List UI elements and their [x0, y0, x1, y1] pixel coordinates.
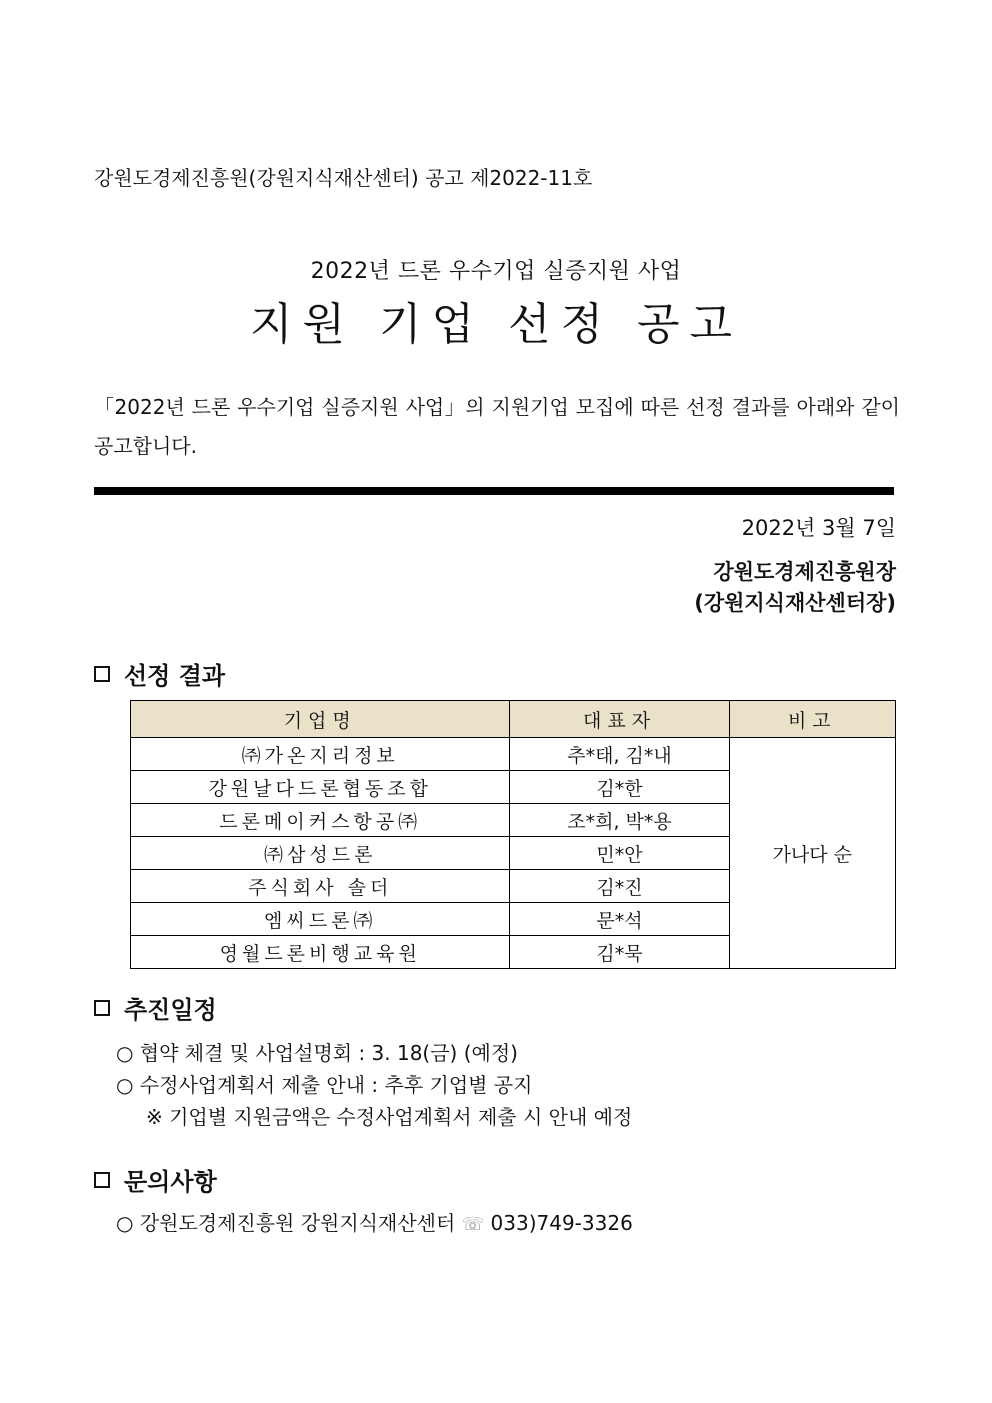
square-bullet-icon: [94, 1172, 110, 1188]
column-header-representative: 대표자: [510, 701, 729, 738]
company-name: 영월드론비행교육원: [131, 936, 510, 969]
issuer-subtitle: (강원지식재산센터장): [694, 591, 896, 615]
notice-number: 강원도경제진흥원(강원지식재산센터) 공고 제2022-11호: [94, 166, 593, 190]
intro-paragraph: 「2022년 드론 우수기업 실증지원 사업」의 지원기업 모집에 따른 선정 결과를 아래와 같이 공고합니다.: [94, 395, 900, 458]
company-name: 강원날다드론협동조합: [131, 771, 510, 804]
section-heading-schedule: [94, 990, 217, 1025]
phone-icon: ☏: [461, 1214, 485, 1235]
representative-name: 문*석: [510, 903, 729, 936]
schedule-note: ※ 기업별 지원금액은 수정사업계획서 제출 시 안내 예정: [146, 1105, 633, 1129]
contact-phone: 033)749-3326: [490, 1211, 633, 1235]
square-bullet-icon: [94, 1000, 110, 1016]
square-bullet-icon: [94, 666, 110, 682]
contact-line: [116, 1207, 633, 1236]
section-heading-label: 추진일정: [124, 996, 217, 1024]
representative-name: 김*한: [510, 771, 729, 804]
section-heading-label: 선정 결과: [124, 662, 226, 690]
representative-name: 조*희, 박*용: [510, 804, 729, 837]
company-name: 엠씨드론㈜: [131, 903, 510, 936]
column-header-remark: 비고: [729, 701, 895, 738]
section-heading-label: 문의사항: [124, 1168, 217, 1196]
section-heading-contact: [94, 1162, 217, 1197]
notice-date: 2022년 3월 7일: [741, 516, 896, 540]
selection-result-table: [130, 700, 896, 969]
issuer-block: [694, 557, 896, 619]
representative-name: 김*진: [510, 870, 729, 903]
company-name: ㈜삼성드론: [131, 837, 510, 870]
company-name: 드론메이커스항공㈜: [131, 804, 510, 837]
representative-name: 김*묵: [510, 936, 729, 969]
company-name: ㈜가온지리정보: [131, 738, 510, 771]
section-heading-result: [94, 656, 225, 691]
company-name: 주식회사 솔더: [131, 870, 510, 903]
representative-name: 추*태, 김*내: [510, 738, 729, 771]
table-row: [131, 738, 896, 771]
divider-rule: [94, 487, 894, 495]
table-header-row: [131, 701, 896, 738]
representative-name: 민*안: [510, 837, 729, 870]
schedule-item: ○ 협약 체결 및 사업설명회 : 3. 18(금) (예정): [116, 1041, 518, 1065]
column-header-company: 기업명: [131, 701, 510, 738]
document-title: 지원 기업 선정 공고: [250, 299, 742, 350]
document-subtitle: 2022년 드론 우수기업 실증지원 사업: [310, 259, 682, 284]
contact-org: ○ 강원도경제진흥원 강원지식재산센터: [116, 1211, 456, 1235]
schedule-item: ○ 수정사업계획서 제출 안내 : 추후 기업별 공지: [116, 1073, 533, 1097]
remark-cell: 가나다 순: [729, 738, 895, 969]
issuer-title: 강원도경제진흥원장: [713, 560, 896, 584]
